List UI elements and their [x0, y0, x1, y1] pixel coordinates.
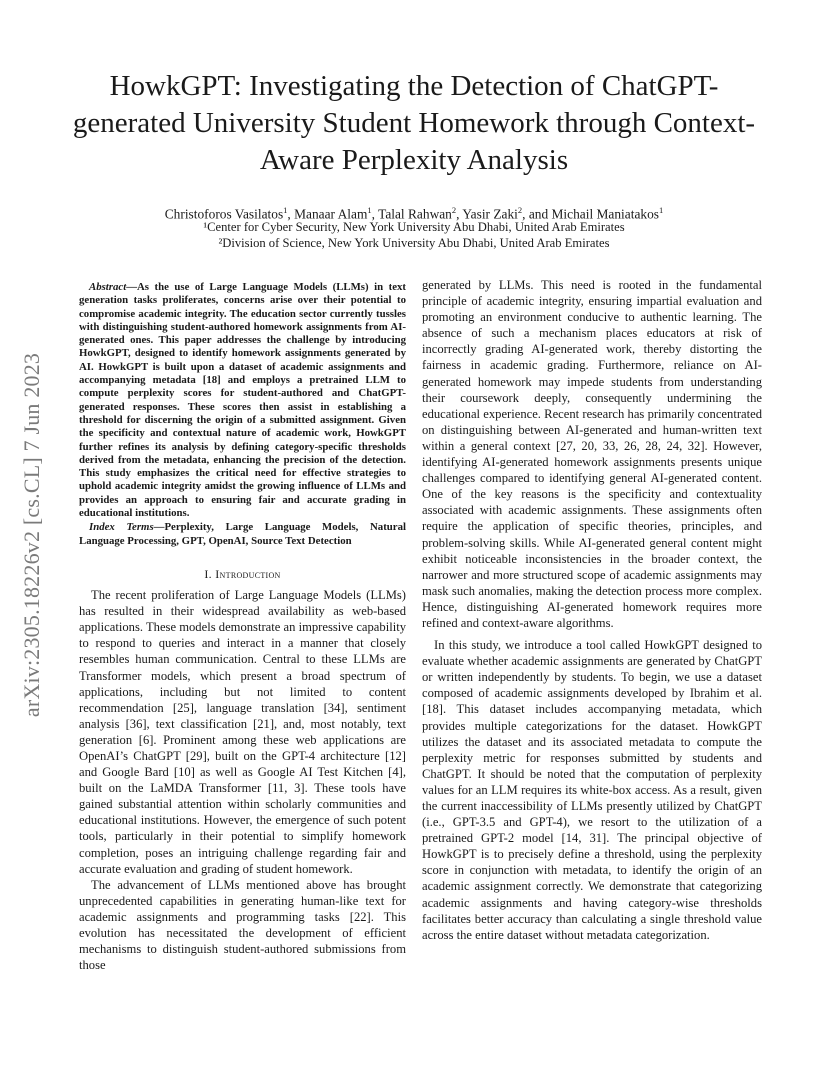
right-column: [422, 277, 762, 943]
paragraph-4: In this study, we introduce a tool called HowkGPT designed to evaluate whether academic assignments are generated by ChatGPT or written independently by students. To begin, we use a dataset composed of academic assignments developed by Ibrahim et al. [18]. This dataset includes accompanying metadata, which provides multiple categorizations for the dataset. HowkGPT utilizes the dataset and its associated metadata to compute the perplexity metric for responses submitted by students and ChatGPT. It should be noted that the computation of perplexity values for an LLM requires its white-box access. As a result, given the current inaccessibility of LLMs presently utilized by ChatGPT (i.e., GPT-3.5 and GPT-4), we resort to the utilization of a pretrained GPT-2 model [14, 31]. The principal objective of HowkGPT is to precisely define a threshold, using the perplexity score in conjunction with metadata, to identify the origin of an academic assignment correctly. We demonstrate that categorizing academic assignments and having category-wise thresholds facilitates better accuracy than calculating a single threshold value across the entire dataset without metadata categorization.: [422, 638, 762, 942]
left-column: [79, 281, 406, 973]
abstract-text: —As the use of Large Language Models (LLMs) in text generation tasks proliferates, concerns arise over their potential to compromise academic integrity. The education sector currently tussles with distinguishing student-authored homework assignments from AI-generated ones. This paper addresses the challenge by introducing HowkGPT, designed to identify homework assignments generated by AI. HowkGPT is built upon a dataset of academic assignments and accompanying metadata [18] and employs a pretrained LLM to compute perplexity scores for student-authored and ChatGPT-generated responses. These scores then assist in establishing a threshold for discerning the origin of a submitted assignment. Given the specificity and contextual nature of academic work, HowkGPT further refines its analysis by defining category-specific thresholds derived from the metadata, enhancing the precision of the detection. This study emphasizes the critical need for effective strategies to uphold academic integrity amidst the growing influence of LLMs and provides an approach to ensuring fair and accurate grading in educational institutions.: [79, 281, 406, 520]
index-terms: [79, 521, 406, 548]
section-heading: [79, 566, 406, 582]
paragraph-1: The recent proliferation of Large Language Models (LLMs) has resulted in their widespread availability as web-based applications. These models demonstrate an impressive capability to respond to queries and interact in a manner that closely resembles human communication. Central to these LLMs are Transformer models, which present a broad spectrum of applications, including but not limited to content recommendation [25], language translation [34], sentiment analysis [36], text classification [21], and, most notably, text generation [6]. Prominent among these web applications are OpenAI’s ChatGPT [29], built on the GPT-4 architecture [12] and Google Bard [10] as well as Google AI Test Kitchen [4], built on the LaMDA Transformer [11, 3]. These tools have gained substantial attention within scholarly communities and educational institutions. However, the emergence of such potent tools, particularly in their potential to simplify homework completion, poses an intriguing challenge regarding fair and accurate evaluation and grading of student homework.: [79, 588, 406, 876]
author-list: Christoforos Vasilatos$^1$, Manaar Alam$^1$, Talal Rahwan$^2$, Yasir Zaki$^2$, and Michail Maniatakos$^1$: [164, 205, 664, 222]
index-terms-lead: Index Terms: [89, 521, 154, 534]
arxiv-stamp: [2, 305, 62, 765]
paragraph-3: generated by LLMs. This need is rooted in the fundamental principle of academic integrity, ensuring impartial evaluation and promoting an environment conducive to authentic learning. The absence of such a mechanism places educators at risk of incorrectly grading AI-generated work, thereby distorting the fairness in academic grading. Furthermore, reliance on AI-generated homework may impede students from understanding their coursework deeply, consequently undermining the educational experience. Recent research has primarily concentrated on distinguishing between AI-generated and human-written text within a general context [27, 20, 33, 26, 28, 24, 32]. However, identifying AI-generated homework assignments presents unique challenges compared to identifying general AI-generated content. One of the key reasons is the specificity and contextuality associated with academic assignments. These assignments often require the application of specific theories, principles, and problem-solving skills. While AI-generated general content might exhibit noticeable inconsistencies in the broader context, the narrower and more structured scope of academic assignments may mask such anomalies, making the detection process more complex. Hence, distinguishing AI-generated homework requires more refined and context-aware algorithms.: [422, 278, 762, 630]
arxiv-stamp-text: arXiv:2305.18226v2 [cs.CL] 7 Jun 2023: [19, 352, 44, 718]
abstract-lead: Abstract: [89, 281, 127, 293]
paper-title: HowkGPT: Investigating the Detection of ChatGPT-generated University Student Homework through Context-Aware Perplexity Analysis: [72, 70, 756, 176]
affiliation-2: ²Division of Science, New York University Abu Dhabi, United Arab Emirates: [218, 236, 610, 250]
paragraph-2: The advancement of LLMs mentioned above has brought unprecedented capabilities in generating human-like text for academic assignments and programming tasks [22]. This evolution has necessitated the development of efficient mechanisms to distinguish student-authored submissions from those: [79, 877, 406, 973]
affiliation-1: ¹Center for Cyber Security, New York University Abu Dhabi, United Arab Emirates: [203, 220, 625, 234]
section-number: I.: [204, 566, 212, 581]
section-title: Introduction: [215, 566, 281, 581]
index-terms-text: —Perplexity, Large Language Models, Natural Language Processing, GPT, OpenAI, Source Text Detection: [79, 521, 406, 547]
abstract: [79, 281, 406, 520]
